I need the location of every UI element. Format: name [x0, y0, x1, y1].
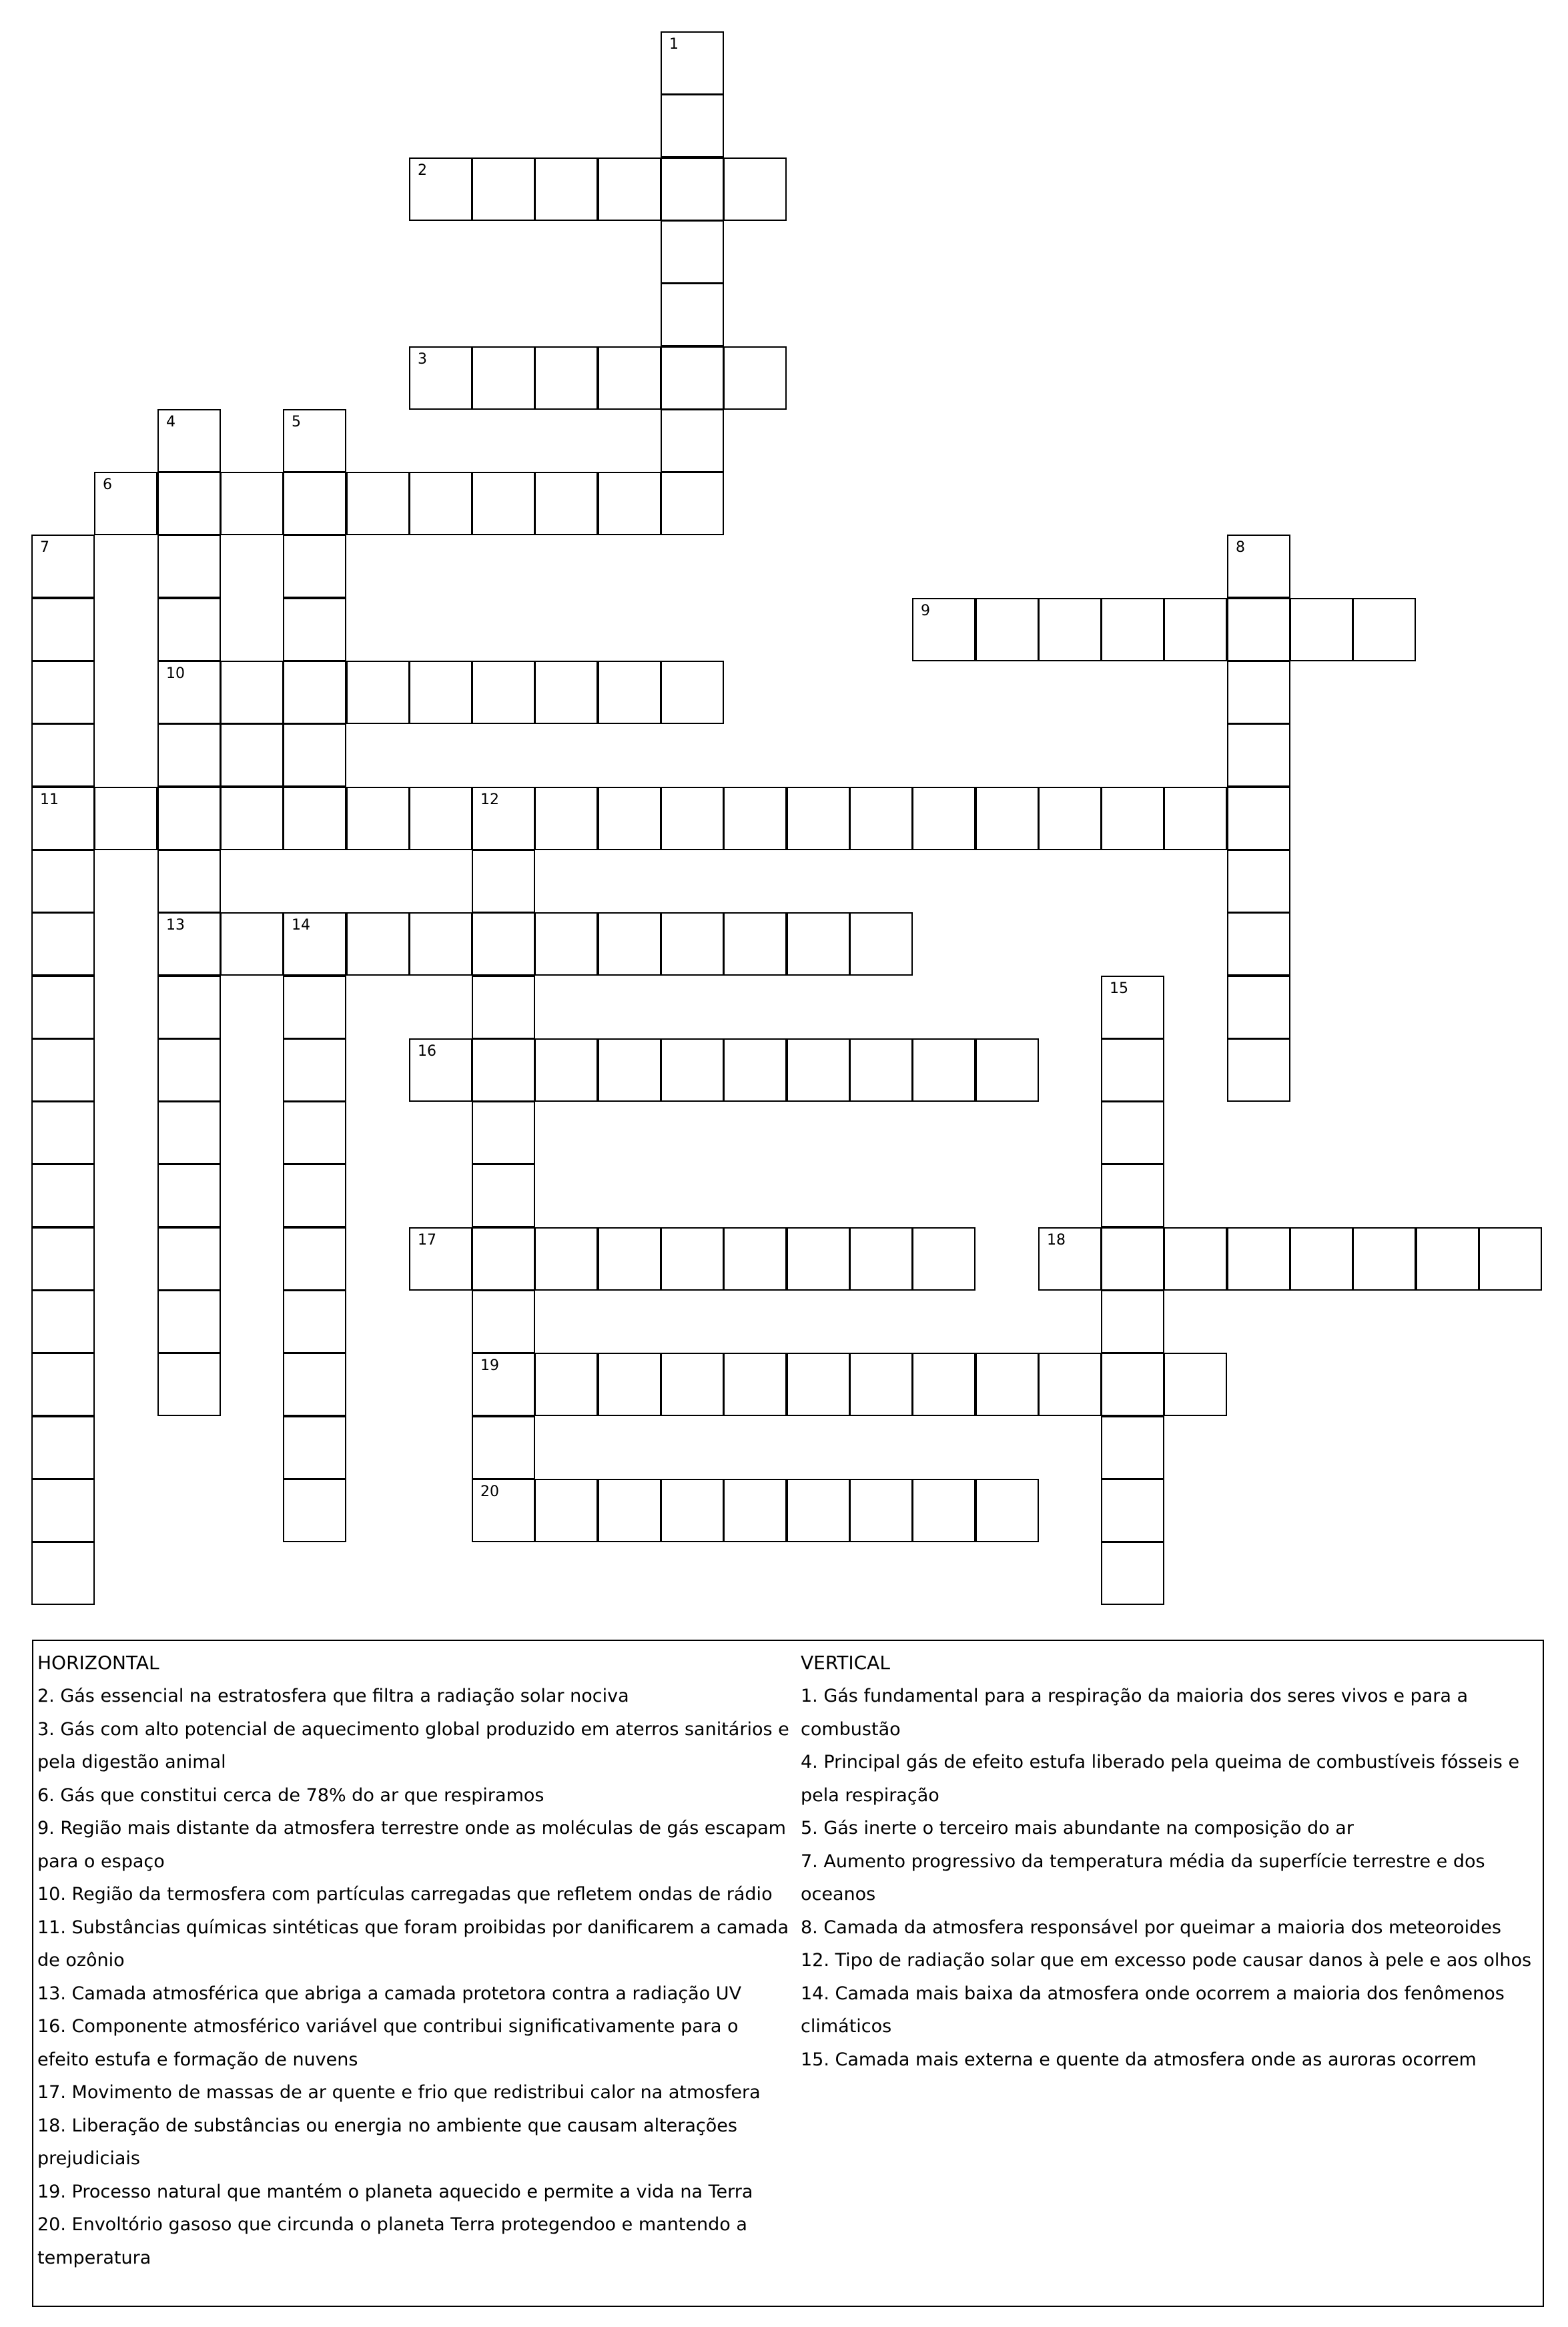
- crossword-cell[interactable]: [849, 1479, 913, 1542]
- clue-line: 19. Processo natural que mantém o planeta aquecido e permite a vida na Terra: [37, 2181, 753, 2202]
- crossword-cell[interactable]: [1101, 1164, 1164, 1227]
- crossword-cell[interactable]: [283, 1290, 346, 1353]
- crossword-cell[interactable]: [472, 1164, 535, 1227]
- clue-number: 16: [418, 1043, 436, 1060]
- crossword-cell[interactable]: [534, 1227, 598, 1291]
- crossword-cell[interactable]: [283, 409, 346, 472]
- clue-number: 19: [480, 1357, 499, 1374]
- crossword-cell[interactable]: [157, 912, 221, 976]
- crossword-cell[interactable]: [1101, 976, 1164, 1039]
- crossword-cell[interactable]: [31, 1164, 95, 1227]
- crossword-cell[interactable]: [912, 1227, 975, 1291]
- crossword-cell[interactable]: [1416, 1227, 1479, 1291]
- clue-line: 14. Camada mais baixa da atmosfera onde ocorrem a maioria dos fenômenos: [801, 1983, 1505, 2004]
- crossword-cell[interactable]: [31, 1353, 95, 1416]
- clue-number: 9: [921, 603, 930, 619]
- crossword-cell[interactable]: [157, 1290, 221, 1353]
- crossword-cell[interactable]: [598, 787, 661, 850]
- crossword-cell[interactable]: [1227, 787, 1290, 850]
- crossword-cell[interactable]: [787, 1479, 850, 1542]
- crossword-cell[interactable]: [409, 346, 472, 410]
- crossword-cell[interactable]: [1101, 1290, 1164, 1353]
- crossword-cell[interactable]: [1227, 1038, 1290, 1102]
- clue-line: temperatura: [37, 2247, 151, 2268]
- crossword-cell[interactable]: [472, 1227, 535, 1291]
- down-clues: [801, 1646, 1535, 2076]
- crossword-cell[interactable]: [472, 1353, 535, 1416]
- crossword-cell[interactable]: [598, 1038, 661, 1102]
- crossword-cell[interactable]: [157, 535, 221, 598]
- crossword-cell[interactable]: [661, 1038, 724, 1102]
- crossword-cell[interactable]: [723, 1479, 787, 1542]
- clue-number: 7: [40, 539, 49, 556]
- crossword-cell[interactable]: [1101, 1542, 1164, 1605]
- crossword-cell[interactable]: [472, 787, 535, 850]
- crossword-cell[interactable]: [472, 661, 535, 724]
- down-clue-list: [801, 1680, 1535, 2076]
- crossword-cell[interactable]: [912, 1038, 975, 1102]
- crossword-cell[interactable]: [534, 787, 598, 850]
- crossword-cell[interactable]: [283, 787, 346, 850]
- crossword-cell[interactable]: [409, 787, 472, 850]
- crossword-cell[interactable]: [346, 912, 410, 976]
- crossword-cell[interactable]: [94, 787, 157, 850]
- crossword-cell[interactable]: [31, 976, 95, 1039]
- crossword-cell[interactable]: [912, 598, 975, 661]
- crossword-cell[interactable]: [1101, 1227, 1164, 1291]
- crossword-cell[interactable]: [220, 661, 284, 724]
- crossword-cell[interactable]: [534, 157, 598, 221]
- crossword-cell[interactable]: [787, 1353, 850, 1416]
- clue-number: 15: [1110, 980, 1128, 997]
- crossword-cell[interactable]: [472, 850, 535, 913]
- crossword-cell[interactable]: [472, 976, 535, 1039]
- crossword-cell[interactable]: [661, 283, 724, 346]
- crossword-cell[interactable]: [1290, 598, 1353, 661]
- clue-line: pela digestão animal: [37, 1752, 226, 1772]
- crossword-cell[interactable]: [1164, 1227, 1227, 1291]
- clue-line: 18. Liberação de substâncias ou energia no ambiente que causam alterações: [37, 2115, 737, 2136]
- crossword-cell[interactable]: [157, 850, 221, 913]
- crossword-cell[interactable]: [283, 1164, 346, 1227]
- crossword-cell[interactable]: [723, 1038, 787, 1102]
- crossword-cell[interactable]: [472, 1101, 535, 1165]
- crossword-cell[interactable]: [598, 661, 661, 724]
- crossword-cell[interactable]: [157, 472, 221, 535]
- crossword-cell[interactable]: [283, 598, 346, 661]
- crossword-cell[interactable]: [1227, 850, 1290, 913]
- crossword-cell[interactable]: [534, 912, 598, 976]
- crossword-cell[interactable]: [598, 346, 661, 410]
- crossword-cell[interactable]: [975, 1479, 1039, 1542]
- crossword-cell[interactable]: [849, 1227, 913, 1291]
- crossword-cell[interactable]: [1352, 1227, 1416, 1291]
- clue-line: combustão: [801, 1718, 901, 1740]
- crossword-cell[interactable]: [157, 1101, 221, 1165]
- crossword-cell[interactable]: [1038, 598, 1102, 661]
- clue-line: pela respiração: [801, 1784, 939, 1806]
- crossword-cell[interactable]: [1227, 723, 1290, 787]
- crossword-cell[interactable]: [346, 472, 410, 535]
- crossword-cell[interactable]: [661, 94, 724, 157]
- crossword-cell[interactable]: [31, 1038, 95, 1102]
- crossword-cell[interactable]: [849, 912, 913, 976]
- clue-number: 2: [418, 162, 427, 179]
- crossword-cell[interactable]: [283, 472, 346, 535]
- crossword-cell[interactable]: [1101, 787, 1164, 850]
- crossword-cell[interactable]: [598, 472, 661, 535]
- clue-line: 15. Camada mais externa e quente da atmosfera onde as auroras ocorrem: [801, 2049, 1477, 2070]
- crossword-cell[interactable]: [157, 598, 221, 661]
- crossword-cell[interactable]: [472, 472, 535, 535]
- crossword-cell[interactable]: [661, 1479, 724, 1542]
- crossword-cell[interactable]: [975, 598, 1039, 661]
- crossword-cell[interactable]: [1352, 598, 1416, 661]
- crossword-cell[interactable]: [1101, 1479, 1164, 1542]
- crossword-cell[interactable]: [283, 1479, 346, 1542]
- crossword-cell[interactable]: [472, 912, 535, 976]
- crossword-cell[interactable]: [472, 1416, 535, 1479]
- crossword-cell[interactable]: [1038, 787, 1102, 850]
- crossword-cell[interactable]: [472, 1038, 535, 1102]
- crossword-cell[interactable]: [975, 1038, 1039, 1102]
- crossword-cell[interactable]: [598, 157, 661, 221]
- crossword-cell[interactable]: [31, 1416, 95, 1479]
- crossword-cell[interactable]: [157, 409, 221, 472]
- clue-line: 4. Principal gás de efeito estufa liberado pela queima de combustíveis fósseis e: [801, 1752, 1520, 1772]
- crossword-cell[interactable]: [723, 346, 787, 410]
- crossword-cell[interactable]: [31, 1479, 95, 1542]
- clue-line: 6. Gás que constitui cerca de 78% do ar que respiramos: [37, 1784, 544, 1806]
- crossword-cell[interactable]: [346, 787, 410, 850]
- clue-line: 5. Gás inerte o terceiro mais abundante na composição do ar: [801, 1818, 1354, 1839]
- clue-number: 8: [1236, 539, 1245, 556]
- clue-line: 3. Gás com alto potencial de aquecimento global produzido em aterros sanitários e: [37, 1718, 789, 1740]
- clue-line: 1. Gás fundamental para a respiração da maioria dos seres vivos e para a: [801, 1686, 1469, 1706]
- crossword-cell[interactable]: [598, 1479, 661, 1542]
- crossword-cell[interactable]: [849, 1038, 913, 1102]
- crossword-cell[interactable]: [283, 535, 346, 598]
- crossword-cell[interactable]: [472, 346, 535, 410]
- crossword-cell[interactable]: [94, 472, 157, 535]
- crossword-cell[interactable]: [1227, 535, 1290, 598]
- clue-line: 17. Movimento de massas de ar quente e frio que redistribui calor na atmosfera: [37, 2082, 761, 2103]
- crossword-cell[interactable]: [31, 661, 95, 724]
- clue-line: 7. Aumento progressivo da temperatura média da superfície terrestre e dos: [801, 1851, 1485, 1872]
- crossword-cell[interactable]: [1227, 598, 1290, 661]
- crossword-cell[interactable]: [1101, 1101, 1164, 1165]
- clue-line: oceanos: [801, 1884, 876, 1905]
- crossword-cell[interactable]: [534, 661, 598, 724]
- crossword-cell[interactable]: [31, 1101, 95, 1165]
- crossword-cell[interactable]: [31, 1542, 95, 1605]
- crossword-cell[interactable]: [31, 1290, 95, 1353]
- crossword-cell[interactable]: [220, 787, 284, 850]
- clues-box: [32, 1640, 1544, 2307]
- crossword-cell[interactable]: [283, 1038, 346, 1102]
- crossword-cell[interactable]: [409, 1227, 472, 1291]
- crossword-cell[interactable]: [534, 1038, 598, 1102]
- clue-line: 8. Camada da atmosfera responsável por queimar a maioria dos meteoroides: [801, 1917, 1501, 1938]
- crossword-cell[interactable]: [31, 1227, 95, 1291]
- clue-line: 2. Gás essencial na estratosfera que filtra a radiação solar nociva: [37, 1686, 629, 1706]
- across-clue-list: [37, 1680, 805, 2274]
- crossword-cell[interactable]: [912, 1479, 975, 1542]
- crossword-cell[interactable]: [787, 1227, 850, 1291]
- crossword-cell[interactable]: [1164, 787, 1227, 850]
- crossword-cell[interactable]: [661, 1353, 724, 1416]
- clue-line: 9. Região mais distante da atmosfera terrestre onde as moléculas de gás escapam: [37, 1818, 786, 1839]
- crossword-cell[interactable]: [787, 787, 850, 850]
- clue-line: climáticos: [801, 2016, 892, 2037]
- crossword-cell[interactable]: [849, 1353, 913, 1416]
- crossword-cell[interactable]: [661, 472, 724, 535]
- clue-number: 14: [292, 917, 310, 934]
- crossword-cell[interactable]: [534, 1353, 598, 1416]
- crossword-cell[interactable]: [661, 787, 724, 850]
- clue-line: 20. Envoltório gasoso que circunda o planeta Terra protegendoo e mantendo a: [37, 2214, 747, 2235]
- across-title: HORIZONTAL: [37, 1652, 159, 1674]
- crossword-cell[interactable]: [912, 1353, 975, 1416]
- crossword-cell[interactable]: [1164, 1353, 1227, 1416]
- crossword-cell[interactable]: [849, 787, 913, 850]
- clue-number: 17: [418, 1232, 436, 1249]
- crossword-cell[interactable]: [31, 723, 95, 787]
- crossword-cell[interactable]: [157, 787, 221, 850]
- crossword-cell[interactable]: [661, 912, 724, 976]
- crossword-cell[interactable]: [157, 1164, 221, 1227]
- clue-line: 10. Região da termosfera com partículas carregadas que refletem ondas de rádio: [37, 1884, 773, 1905]
- crossword-cell[interactable]: [1227, 1227, 1290, 1291]
- clue-line: efeito estufa e formação de nuvens: [37, 2049, 358, 2070]
- crossword-cell[interactable]: [661, 31, 724, 95]
- crossword-cell[interactable]: [283, 1101, 346, 1165]
- clue-line: 16. Componente atmosférico variável que contribui significativamente para o: [37, 2016, 739, 2037]
- clue-number: 18: [1047, 1232, 1066, 1249]
- crossword-cell[interactable]: [723, 1353, 787, 1416]
- crossword-cell[interactable]: [598, 1353, 661, 1416]
- crossword-cell[interactable]: [157, 661, 221, 724]
- crossword-cell[interactable]: [472, 1290, 535, 1353]
- crossword-cell[interactable]: [723, 1227, 787, 1291]
- crossword-cell[interactable]: [723, 912, 787, 976]
- clue-number: 10: [166, 665, 185, 682]
- crossword-cell[interactable]: [157, 723, 221, 787]
- across-clues: [37, 1646, 805, 2274]
- crossword-cell[interactable]: [31, 535, 95, 598]
- crossword-cell[interactable]: [220, 723, 284, 787]
- crossword-cell[interactable]: [1479, 1227, 1542, 1291]
- crossword-cell[interactable]: [661, 1227, 724, 1291]
- crossword-cell[interactable]: [1038, 1353, 1102, 1416]
- crossword-cell[interactable]: [1101, 1038, 1164, 1102]
- crossword-cell[interactable]: [1038, 1227, 1102, 1291]
- crossword-cell[interactable]: [283, 1353, 346, 1416]
- crossword-cell[interactable]: [346, 661, 410, 724]
- crossword-cell[interactable]: [975, 1353, 1039, 1416]
- crossword-cell[interactable]: [1227, 661, 1290, 724]
- clue-number: 1: [669, 36, 679, 53]
- crossword-cell[interactable]: [409, 472, 472, 535]
- crossword-cell[interactable]: [723, 787, 787, 850]
- crossword-cell[interactable]: [912, 787, 975, 850]
- crossword-cell[interactable]: [283, 976, 346, 1039]
- crossword-cell[interactable]: [31, 850, 95, 913]
- clue-number: 20: [480, 1483, 499, 1500]
- clue-line: 13. Camada atmosférica que abriga a camada protetora contra a radiação UV: [37, 1983, 742, 2004]
- clue-number: 4: [166, 414, 175, 430]
- crossword-cell[interactable]: [1227, 976, 1290, 1039]
- crossword-cell[interactable]: [598, 912, 661, 976]
- crossword-cell[interactable]: [472, 1479, 535, 1542]
- crossword-cell[interactable]: [409, 912, 472, 976]
- crossword-cell[interactable]: [283, 912, 346, 976]
- clue-number: 12: [480, 791, 499, 808]
- crossword-cell[interactable]: [1290, 1227, 1353, 1291]
- crossword-cell[interactable]: [661, 409, 724, 472]
- crossword-cell[interactable]: [220, 912, 284, 976]
- clue-line: 11. Substâncias químicas sintéticas que foram proibidas por danificarem a camada: [37, 1917, 789, 1938]
- crossword-cell[interactable]: [157, 976, 221, 1039]
- clue-line: prejudiciais: [37, 2148, 140, 2169]
- crossword-cell[interactable]: [723, 157, 787, 221]
- crossword-cell[interactable]: [661, 220, 724, 284]
- crossword-cell[interactable]: [534, 472, 598, 535]
- crossword-cell[interactable]: [1101, 598, 1164, 661]
- crossword-cell[interactable]: [661, 346, 724, 410]
- clue-line: 12. Tipo de radiação solar que em excesso pode causar danos à pele e aos olhos: [801, 1950, 1532, 1971]
- crossword-cell[interactable]: [534, 346, 598, 410]
- crossword-cell[interactable]: [409, 1038, 472, 1102]
- clue-number: 13: [166, 917, 185, 934]
- crossword-cell[interactable]: [409, 157, 472, 221]
- crossword-cell[interactable]: [157, 1353, 221, 1416]
- crossword-cell[interactable]: [661, 157, 724, 221]
- crossword-cell[interactable]: [1101, 1353, 1164, 1416]
- crossword-cell[interactable]: [661, 661, 724, 724]
- clue-number: 11: [40, 791, 59, 808]
- clue-line: de ozônio: [37, 1950, 125, 1971]
- crossword-cell[interactable]: [31, 912, 95, 976]
- crossword-cell[interactable]: [157, 1038, 221, 1102]
- crossword-cell[interactable]: [472, 157, 535, 221]
- crossword-cell[interactable]: [220, 472, 284, 535]
- crossword-cell[interactable]: [534, 1479, 598, 1542]
- crossword-cell[interactable]: [1227, 912, 1290, 976]
- crossword-cell[interactable]: [157, 1227, 221, 1291]
- crossword-cell[interactable]: [283, 1416, 346, 1479]
- crossword-cell[interactable]: [31, 787, 95, 850]
- crossword-cell[interactable]: [31, 598, 95, 661]
- clue-number: 3: [418, 351, 427, 368]
- clue-line: para o espaço: [37, 1851, 165, 1872]
- crossword-cell[interactable]: [283, 723, 346, 787]
- crossword-cell[interactable]: [283, 661, 346, 724]
- clue-number: 6: [103, 476, 112, 493]
- crossword-cell[interactable]: [975, 787, 1039, 850]
- clue-number: 5: [292, 414, 301, 430]
- crossword-cell[interactable]: [409, 661, 472, 724]
- crossword-cell[interactable]: [787, 912, 850, 976]
- crossword-cell[interactable]: [598, 1227, 661, 1291]
- crossword-cell[interactable]: [283, 1227, 346, 1291]
- crossword-cell[interactable]: [1101, 1416, 1164, 1479]
- crossword-cell[interactable]: [1164, 598, 1227, 661]
- down-title: VERTICAL: [801, 1652, 890, 1674]
- crossword-cell[interactable]: [787, 1038, 850, 1102]
